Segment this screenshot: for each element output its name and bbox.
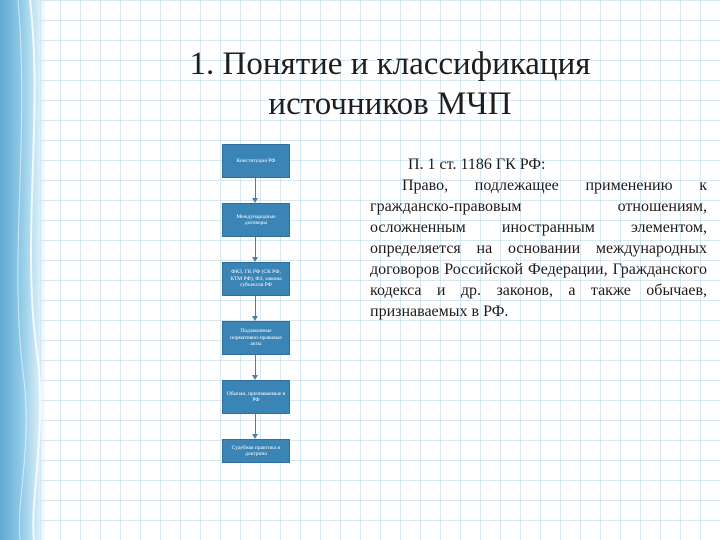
slide-title-line-1: 1. Понятие и классификация [189, 46, 591, 83]
flow-node-customs: Обычаи, признаваемые в РФ [222, 380, 290, 414]
flow-node-federal-laws: ФКЗ, ГК РФ (СК РФ, КТМ РФ), ФЗ, законы субъектов РФ [222, 262, 290, 296]
citation-heading: П. 1 ст. 1186 ГК РФ: [408, 156, 546, 173]
flow-arrow [255, 414, 256, 434]
flow-node-bylaws: Подзаконные нормативно-правовые акты [222, 321, 290, 355]
flow-arrow [255, 355, 256, 375]
law-citation [370, 154, 707, 322]
flow-arrow [255, 237, 256, 257]
flow-arrow [255, 178, 256, 198]
flow-node-case-law: Судебная практика и доктрина [222, 439, 290, 463]
flow-node-treaties: Международные договоры [222, 203, 290, 237]
citation-text: Право, подлежащее применению к гражданско-правовым отношениям, осложненным иностранным элементом, определяется на основании международных договоров Российской Федерации, Гражданского кодекса и др. законов, а также обычаев, признаваемых в РФ. [370, 177, 707, 320]
flow-arrow [255, 296, 256, 316]
flow-node-constitution: Конституция РФ [222, 144, 290, 178]
slide-title-line-2: источников МЧП [268, 86, 512, 123]
